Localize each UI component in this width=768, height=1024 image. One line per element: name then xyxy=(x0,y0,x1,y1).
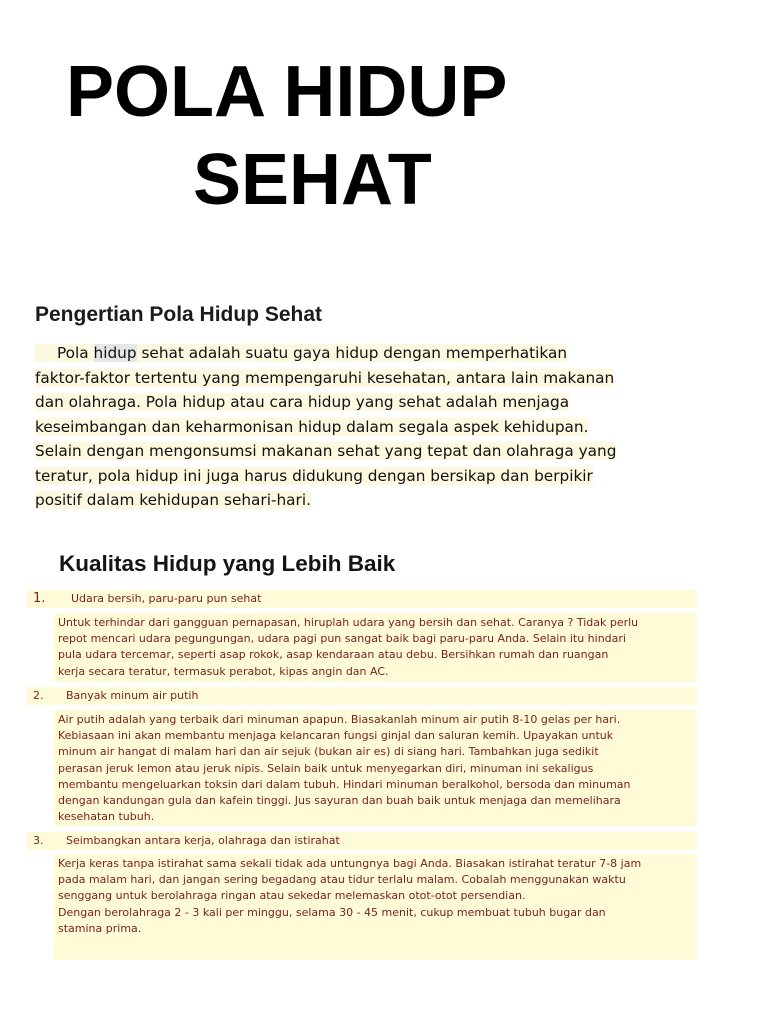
paragraph-line: positif dalam kehidupan sehari-hari. xyxy=(35,491,311,509)
list-item-number: 2. xyxy=(33,689,44,702)
title-line-2: SEHAT xyxy=(193,140,432,220)
intro-paragraph xyxy=(35,341,735,513)
list-item-label: Udara bersih, paru-paru pun sehat xyxy=(71,592,262,605)
section-heading-kualitas: Kualitas Hidup yang Lebih Baik xyxy=(59,551,396,576)
list-item-number: 3. xyxy=(33,834,44,847)
paragraph-line: teratur, pola hidup ini juga harus didukung dengan bersikap dan berpikir xyxy=(35,466,593,485)
list-item-heading xyxy=(27,832,697,850)
list-item-label: Banyak minum air putih xyxy=(66,689,199,702)
list-item-body: Untuk terhindar dari gangguan pernapasan, hiruplah udara yang bersih dan sehat. Caranya ? Tidak perlu repot mencari udara pegungungan, udara pagi pun sangat baik bagi paru-paru Anda. Selain itu hindari pula udara tercemar, seperti asap rokok, asap kendaraan atau debu. Bersihkan rumah dan ruangan kerja secara teratur, termasuk perabot, kipas angin dan AC. xyxy=(54,613,697,682)
list-item-body: Kerja keras tanpa istirahat sama sekali tidak ada untungnya bagi Anda. Biasakan istirahat teratur 7-8 jam pada malam hari, dan jangan sering begadang atau tidur terlalu malam. Cobalah menggunakan waktu senggang untuk berolahraga ringan atau sekedar melemaskan otot-otot persendian. Dengan berolahraga 2 - 3 kali per minggu, selama 30 - 45 menit, cukup membuat tubuh bugar dan stamina prima. xyxy=(54,854,697,960)
page-title xyxy=(0,48,768,224)
paragraph-line: Selain dengan mengonsumsi makanan sehat yang tepat dan olahraga yang xyxy=(35,442,617,460)
paragraph-line: keseimbangan dan keharmonisan hidup dalam segala aspek kehidupan. xyxy=(35,417,589,436)
paragraph-first-word: Pola xyxy=(57,344,94,362)
list-item-heading xyxy=(27,687,697,705)
list-item-label: Seimbangkan antara kerja, olahraga dan istirahat xyxy=(66,834,340,847)
section-heading-pengertian: Pengertian Pola Hidup Sehat xyxy=(35,303,323,326)
list-item-number: 1. xyxy=(33,591,46,606)
list-item-body: Air putih adalah yang terbaik dari minuman apapun. Biasakanlah minum air putih 8-10 gelas per hari. Kebiasaan ini akan membantu menjaga kelancaran fungsi ginjal dan saluran kemih. Upayakan untuk minum air hangat di malam hari dan air sejuk (bukan air es) di siang hari. Tambahkan juga sedikit perasan jeruk lemon atau jeruk nipis. Selain baik untuk menyegarkan diri, minuman ini sekaligus membantu mengeluarkan toksin dari dalam tubuh. Hindari minuman beralkohol, bersoda dan minuman dengan kandungan gula dan kafein tinggi. Jus sayuran dan buah baik untuk menjaga dan memelihara kesehatan tubuh. xyxy=(54,710,697,826)
paragraph-line: dan olahraga. Pola hidup atau cara hidup yang sehat adalah menjaga xyxy=(35,393,570,411)
paragraph-line: Pola hidup sehat adalah suatu gaya hidup dengan memperhatikan xyxy=(35,341,735,366)
list-item-heading xyxy=(27,590,697,608)
highlighted-word: hidup xyxy=(93,344,137,362)
paragraph-line: faktor-faktor tertentu yang mempengaruhi kesehatan, antara lain makanan xyxy=(35,368,615,387)
title-line-1: POLA HIDUP xyxy=(66,52,508,132)
